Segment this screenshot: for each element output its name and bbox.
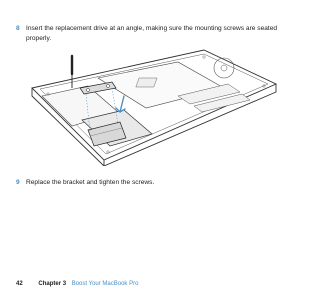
chapter-title: Boost Your MacBook Pro — [71, 281, 139, 287]
step-number: 9 — [16, 179, 20, 186]
page-number: 42 — [16, 281, 23, 287]
chapter-label: Chapter 3 — [38, 281, 67, 287]
step-text: Insert the replacement drive at an angle, making sure the mounting screws are seated properly. — [26, 25, 278, 42]
page-footer — [16, 279, 138, 289]
step-text: Replace the bracket and tighten the screws. — [26, 179, 155, 186]
step-8 — [16, 24, 288, 44]
step-9 — [16, 178, 288, 188]
step-number: 8 — [16, 25, 20, 32]
hard-drive-installation-illustration — [28, 48, 278, 166]
